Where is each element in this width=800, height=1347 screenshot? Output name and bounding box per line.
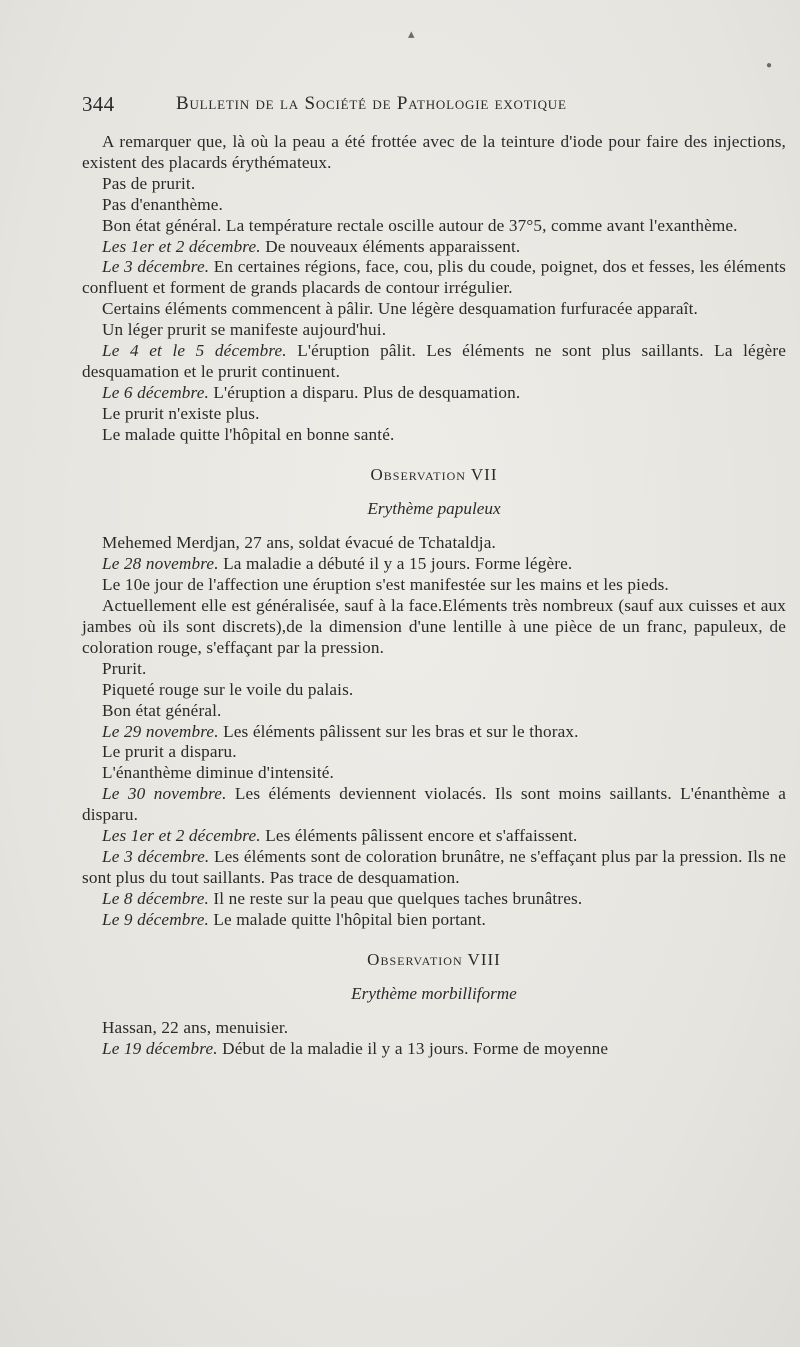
observation-8-body [82, 1018, 786, 1060]
paragraph-text: Début de la maladie il y a 13 jours. Forme de moyenne [222, 1039, 609, 1059]
paragraph-text: Il ne reste sur la peau que quelques taches brunâtres. [213, 888, 583, 908]
paragraph [82, 425, 786, 446]
paragraph [82, 383, 786, 404]
paragraph-text: Le 10e jour de l'affection une éruption s'est manifestée sur les mains et les pieds. [102, 575, 669, 595]
paragraph-text: Le malade quitte l'hôpital en bonne santé. [102, 424, 395, 444]
paragraph [82, 132, 786, 174]
paragraph [82, 742, 786, 763]
paragraph [82, 195, 786, 216]
paragraph [82, 404, 786, 425]
paragraph-text: En certaines régions, face, cou, plis du coude, poignet, dos et fesses, les éléments confluent et forment de grands placards de contour irrégulier. [82, 257, 786, 298]
paragraph [82, 910, 786, 931]
paragraph-text: Certains éléments commencent à pâlir. Une légère desquamation furfuracée apparaît. [102, 299, 698, 319]
paragraph [82, 701, 786, 722]
print-mark: ▴ [408, 26, 415, 41]
paragraph [82, 575, 786, 596]
body-text [82, 132, 786, 1060]
paragraph [82, 533, 786, 554]
observation-7-body [82, 533, 786, 930]
observation-8-subtitle: Erythème morbilliforme [351, 983, 517, 1003]
date-lead: Le 3 décembre. [102, 257, 210, 277]
paragraph [82, 174, 786, 195]
paragraph [82, 341, 786, 383]
paragraph [82, 257, 786, 299]
paragraph [82, 320, 786, 341]
paragraph-text: Pas d'enanthème. [102, 194, 224, 214]
date-lead: Le 4 et le 5 décembre. [102, 341, 287, 361]
paragraph [82, 889, 786, 910]
paragraph-text: Actuellement elle est généralisée, sauf à la face.Eléments très nombreux (sauf aux cuisses et aux jambes où ils sont discrets),de la dimension d'une lentille à une pièce de un franc, papuleux, de coloration rouge, s'effaçant par la pression. [82, 596, 786, 657]
paragraph [82, 659, 786, 680]
paragraph [82, 826, 786, 847]
paragraph [82, 216, 786, 237]
observation-8-heading: Observation VIII [367, 949, 501, 969]
paragraph-text: Un léger prurit se manifeste aujourd'hui. [102, 320, 387, 340]
paragraph-text: L'éruption a disparu. Plus de desquamation. [213, 382, 521, 402]
paragraph-text: Les éléments pâlissent sur les bras et sur le thorax. [223, 721, 579, 741]
paragraph-text: La maladie a débuté il y a 15 jours. Forme légère. [223, 554, 573, 574]
paragraph-text: Bon état général. La température rectale oscille autour de 37°5, comme avant l'exanthème. [102, 215, 738, 235]
paragraph [82, 722, 786, 743]
paragraph-text: L'éruption pâlit. Les éléments ne sont plus saillants. La légère desquamation et le prurit continuent. [82, 341, 786, 381]
paragraph [82, 784, 786, 826]
paragraph-text: Les éléments sont de coloration brunâtre, ne s'effaçant plus par la pression. Ils ne sont plus du tout saillants. Pas trace de desquamation. [82, 847, 787, 887]
date-lead: Le 9 décembre. [102, 909, 209, 929]
date-lead: Le 28 novembre. [102, 554, 219, 574]
paragraph-text: Les éléments pâlissent encore et s'affaissent. [265, 826, 578, 846]
observation-7-subtitle: Erythème papuleux [367, 498, 501, 518]
paragraph-text: A remarquer que, là où la peau a été frottée avec de la teinture d'iode pour faire des injections, existent des placards érythémateux. [82, 132, 786, 172]
date-lead: Les 1er et 2 décembre. [102, 826, 261, 846]
paragraph [82, 596, 786, 659]
paragraph-text: Le malade quitte l'hôpital bien portant. [213, 909, 486, 929]
paragraph-text: Prurit. [102, 658, 147, 678]
page-number: 344 [82, 92, 115, 116]
paragraph [82, 554, 786, 575]
paragraph [82, 1018, 786, 1039]
date-lead: Le 29 novembre. [102, 721, 219, 741]
paragraph [82, 847, 786, 889]
date-lead: Le 30 novembre. [102, 784, 227, 804]
paragraph-text: Mehemed Merdjan, 27 ans, soldat évacué de Tchataldja. [102, 533, 496, 553]
observation-7-heading: Observation VII [370, 464, 498, 484]
date-lead: Le 3 décembre. [102, 847, 210, 866]
print-speck: ● [766, 60, 773, 71]
date-lead: Le 19 décembre. [102, 1039, 218, 1059]
observation-6-continuation [82, 132, 786, 446]
paragraph-text: L'énanthème diminue d'intensité. [102, 763, 334, 783]
paragraph-text: Le prurit a disparu. [102, 742, 237, 762]
running-header [82, 92, 710, 118]
date-lead: Le 8 décembre. [102, 888, 209, 908]
paragraph [82, 299, 786, 320]
paragraph-text: Le prurit n'existe plus. [102, 403, 260, 423]
running-title: Bulletin de la Société de Pathologie exotique [176, 93, 567, 114]
paragraph-text: Les éléments deviennent violacés. Ils sont moins saillants. L'énanthème a disparu. [82, 784, 786, 825]
paragraph-text: Piqueté rouge sur le voile du palais. [102, 679, 354, 699]
paragraph [82, 1039, 786, 1060]
paragraph-text: De nouveaux éléments apparaissent. [265, 236, 521, 256]
paragraph [82, 237, 786, 258]
paragraph-text: Bon état général. [102, 700, 222, 720]
date-lead: Les 1er et 2 décembre. [102, 236, 261, 256]
date-lead: Le 6 décembre. [102, 382, 209, 402]
paragraph-text: Pas de prurit. [102, 173, 196, 193]
paragraph-text: Hassan, 22 ans, menuisier. [102, 1018, 289, 1038]
paragraph [82, 763, 786, 784]
paragraph [82, 680, 786, 701]
